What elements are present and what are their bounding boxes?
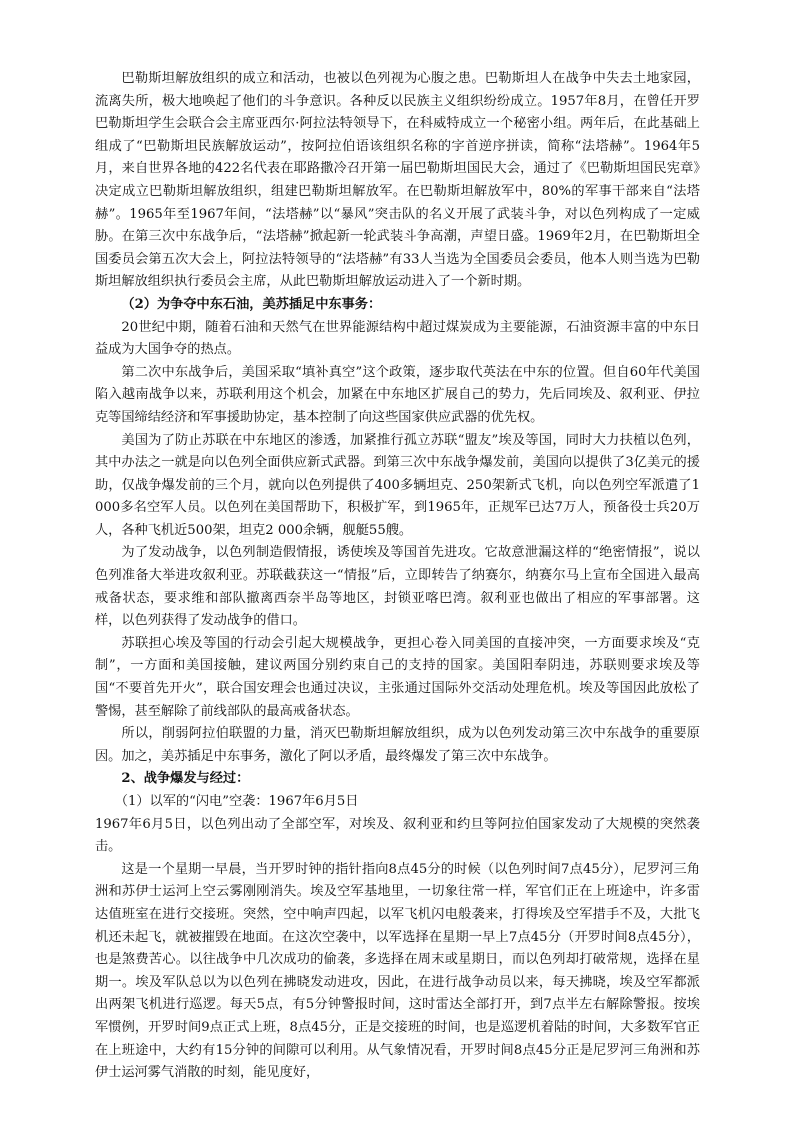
paragraph-soviet-concern: 苏联担心埃及等国的行动会引起大规模战争，更担心卷入同美国的直接冲突，一方面要求埃及“克制”，一方面和美国接触，建议两国分别约束自己的支持的国家。美国阳奉阴违，苏联则要求埃及等国“不要首先开火”，联合国安理会也通过决议，主张通过国际外交活动处理危机。埃及等国因此放松了警惕，甚至解除了前线部队的最高戒备状态。 bbox=[95, 635, 700, 719]
paragraph-june-5: 1967年6月5日，以色列出动了全部空军，对埃及、叙利亚和约旦等阿拉伯国家发动了大规模的突然袭击。 bbox=[95, 816, 700, 855]
paragraph-vacuum-policy: 第二次中东战争后，美国采取“填补真空”这个政策，逐步取代英法在中东的位置。但自60年代美国陷入越南战争以来，苏联利用这个机会，加紧在中东地区扩展自己的势力，先后同埃及、叙利亚、伊拉克等国缔结经济和军事援助协定，基本控制了向这些国家供应武器的优先权。 bbox=[95, 364, 700, 425]
paragraph-conclusion: 所以，削弱阿拉伯联盟的力量，消灭巴勒斯坦解放组织，成为以色列发动第三次中东战争的重要原因。加之，美苏插足中东事务，激化了阿以矛盾，最终爆发了第三次中东战争。 bbox=[95, 726, 700, 764]
paragraph-oil: 20世纪中期，随着石油和天然气在世界能源结构中超过煤炭成为主要能源，石油资源丰富的中东日益成为大国争夺的热点。 bbox=[95, 319, 700, 358]
paragraph-false-intel: 为了发动战争，以色列制造假情报，诱使埃及等国首先进攻。它故意泄漏这样的“绝密情报”，说以色列准备大举进攻叙利亚。苏联截获这一“情报”后，立即转告了纳赛尔，纳赛尔马上宣布全国进入最高戒备状态，要求维和部队撤离西奈半岛等地区，封锁亚喀巴湾。叙利亚也做出了相应的军事部署。这样，以色列获得了发动战争的借口。 bbox=[95, 545, 700, 629]
heading-us-soviet: （2）为争夺中东石油，美苏插足中东事务： bbox=[121, 296, 382, 312]
paragraph-us-aid: 美国为了防止苏联在中东地区的渗透，加紧推行孤立苏联“盟友”埃及等国，同时大力扶植以色列，其中办法之一就是向以色列全面供应新式武器。到第三次中东战争爆发前，美国向以提供了3亿美元的援助，仅战争爆发前的三个月，就向以色列提供了400多辆坦克、250架新式飞机，向以色列空军派遣了1 000多名空军人员。以色列在美国帮助下，积极扩军，到1965年，正规军已达7万人，预备役士兵20万人，各种飞机近500架，坦克2 000余辆，舰艇55艘。 bbox=[95, 432, 700, 538]
heading-war-outbreak: 2、战争爆发与经过： bbox=[121, 771, 250, 787]
subheading-air-strike: （1）以军的“闪电”空袭：1967年6月5日 bbox=[114, 794, 359, 809]
paragraph-plo: 巴勒斯坦解放组织的成立和活动，也被以色列视为心腹之患。巴勒斯坦人在战争中失去土地家园，流离失所，极大地唤起了他们的斗争意识。各种反以民族主义组织纷纷成立。1957年8月，在曾任开罗巴勒斯坦学生会联合会主席亚西尔·阿拉法特领导下，在科威特成立一个秘密小组。两年后，在此基础上组成了“巴勒斯坦民族解放运动”，按阿拉伯语该组织名称的字首逆序拼读，简称“法塔赫”。1964年5月，来自世界各地的422名代表在耶路撒冷召开第一届巴勒斯坦国民大会，通过了《巴勒斯坦国民宪章》决定成立巴勒斯坦解放组织，组建巴勒斯坦解放军。在巴勒斯坦解放军中，80%的军事干部来自“法塔赫”。1965年至1967年间，“法塔赫”以“暴风”突击队的名义开展了武装斗争，对以色列构成了一定威胁。在第三次中东战争后，“法塔赫”掀起新一轮武装斗争高潮，声望日盛。1969年2月，在巴勒斯坦全国委员会第五次大会上，阿拉法特领导的“法塔赫”有33人当选为全国委员会委员，他本人则当选为巴勒斯坦解放组织执行委员会主席，从此巴勒斯坦解放运动进入了一个新时期。 bbox=[95, 71, 700, 290]
document-page bbox=[95, 68, 700, 1085]
paragraph-monday-morning: 这是一个星期一早晨，当开罗时钟的指针指向8点45分的时候（以色列时间7点45分），尼罗河三角洲和苏伊士运河上空云雾刚刚消失。埃及空军基地里，一切象往常一样，军官们正在上班途中，许多雷达值班室在进行交接班。突然，空中响声四起，以军飞机闪电般袭来，打得埃及空军措手不及，大批飞机还未起飞，就被摧毁在地面。在这次空袭中，以军选择在星期一早上7点45分（开罗时间8点45分），也是煞费苦心。以往战争中几次成功的偷袭，多选择在周末或星期日，而以色列却打破常规，选择在星期一。埃及军队总以为以色列在拂晓发动进攻，因此，在进行战争动员以来，每天拂晓，埃及空军都派出两架飞机进行巡逻。每天5点，有5分钟警报时间，这时雷达全部打开，到7点半左右解除警报。按埃军惯例，开罗时间9点正式上班，8点45分，正是交接班的时间，也是巡逻机着陆的时间，大多数军官正在上班途中，大约有15分钟的间隙可以利用。从气象情况看，开罗时间8点45分正是尼罗河三角洲和苏伊士运河雾气消散的时刻，能见度好， bbox=[95, 861, 700, 1081]
